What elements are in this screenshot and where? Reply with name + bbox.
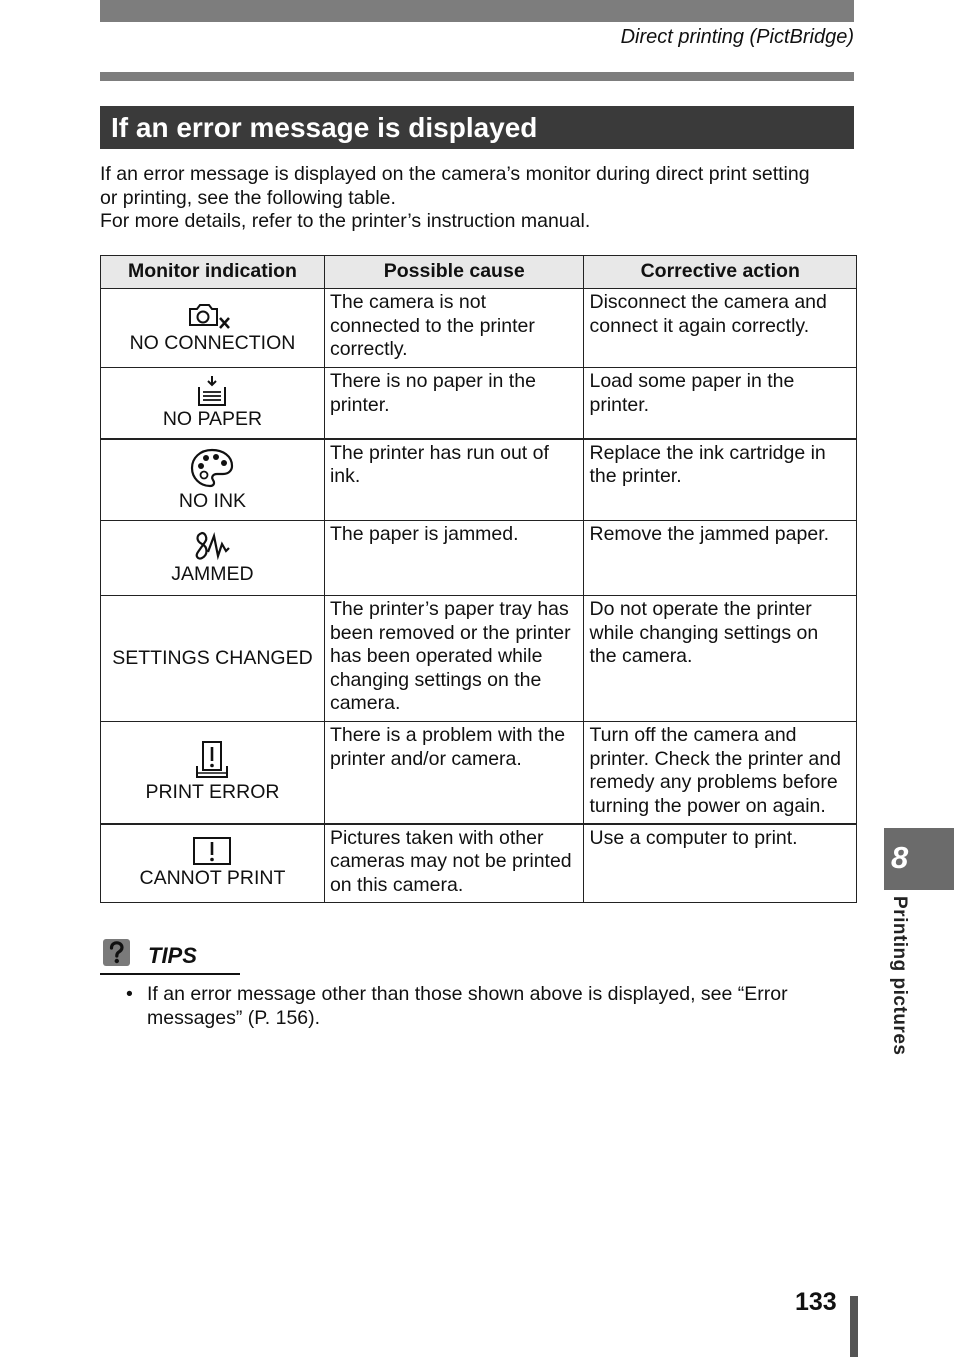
corrective-action-cell: Remove the jammed paper. [584,521,857,596]
bullet: • [126,983,133,1005]
table-header-row [101,256,857,289]
table-row [101,439,857,521]
monitor-indication-label: CANNOT PRINT [139,867,286,889]
corrective-action-cell: Do not operate the printer while changing settings on the camera. [584,596,857,722]
section-title: If an error message is displayed [100,106,854,149]
monitor-indication-label: NO CONNECTION [129,331,296,354]
corrective-action-cell: Replace the ink cartridge in the printer. [584,439,857,521]
intro-line: or printing, see the following table. [100,186,396,209]
tip-text: If an error message other than those shown above is displayed, see “Error messages” (P. 156). [147,983,788,1029]
monitor-indication-label: NO INK [178,489,247,512]
printer-warning-icon [192,740,232,780]
table-row [101,289,857,368]
possible-cause-cell: The camera is not connected to the printer correctly. [324,289,584,368]
possible-cause-cell: There is a problem with the printer and/or camera. [324,722,584,824]
column-header-corrective-action: Corrective action [584,256,857,289]
header-rule [100,72,854,81]
corrective-action-cell: Load some paper in the printer. [584,368,857,439]
intro-text [100,163,860,234]
running-title: Direct printing (PictBridge) [620,26,854,48]
tips-list [126,983,846,1030]
monitor-indication-cell [101,521,325,596]
monitor-indication-label: NO PAPER [162,407,263,430]
table-row [101,368,857,439]
monitor-indication-label: PRINT ERROR [145,781,280,803]
ink-palette-icon [189,447,235,489]
possible-cause-cell: The printer’s paper tray has been removed or the printer has been operated while changing settings on the camera. [324,596,584,722]
page-bar [850,1296,858,1357]
possible-cause-cell: There is no paper in the printer. [324,368,584,439]
possible-cause-cell: The paper is jammed. [324,521,584,596]
corrective-action-cell: Turn off the camera and printer. Check the printer and remedy any problems before turning the power on again. [584,722,857,824]
monitor-indication-label: JAMMED [171,562,254,585]
chapter-number: 8 [891,840,909,875]
monitor-indication-cell [101,439,325,521]
corrective-action-cell: Disconnect the camera and connect it again correctly. [584,289,857,368]
monitor-indication-cell [101,368,325,439]
header-bar [100,0,854,22]
monitor-indication-cell [101,824,325,903]
question-mark-icon [103,939,130,966]
corrective-action-cell: Use a computer to print. [584,824,857,903]
error-table [100,255,857,903]
table-row [101,521,857,596]
monitor-indication-cell [101,722,325,824]
table-row [101,596,857,722]
table-row [101,722,857,824]
monitor-indication-cell [101,596,325,722]
exclamation-box-icon [192,836,232,866]
paper-jam-icon [192,530,232,562]
possible-cause-cell: The printer has run out of ink. [324,439,584,521]
camera-disconnected-icon [187,301,237,331]
table-row [101,824,857,903]
monitor-indication-label: SETTINGS CHANGED [112,646,313,669]
tips-heading [100,937,240,975]
intro-line: For more details, refer to the printer’s instruction manual. [100,210,591,232]
column-header-monitor-indication: Monitor indication [101,256,325,289]
intro-line: If an error message is displayed on the camera’s monitor during direct print setting [100,163,810,185]
chapter-label: Printing pictures [889,896,910,1056]
possible-cause-cell: Pictures taken with other cameras may not be printed on this camera. [324,824,584,903]
chapter-tab [884,828,954,890]
column-header-possible-cause: Possible cause [324,256,584,289]
page-number: 133 [795,1288,837,1316]
tips-label: TIPS [148,943,197,968]
paper-tray-icon [192,375,232,407]
monitor-indication-cell [101,289,325,368]
list-item [126,983,846,1030]
